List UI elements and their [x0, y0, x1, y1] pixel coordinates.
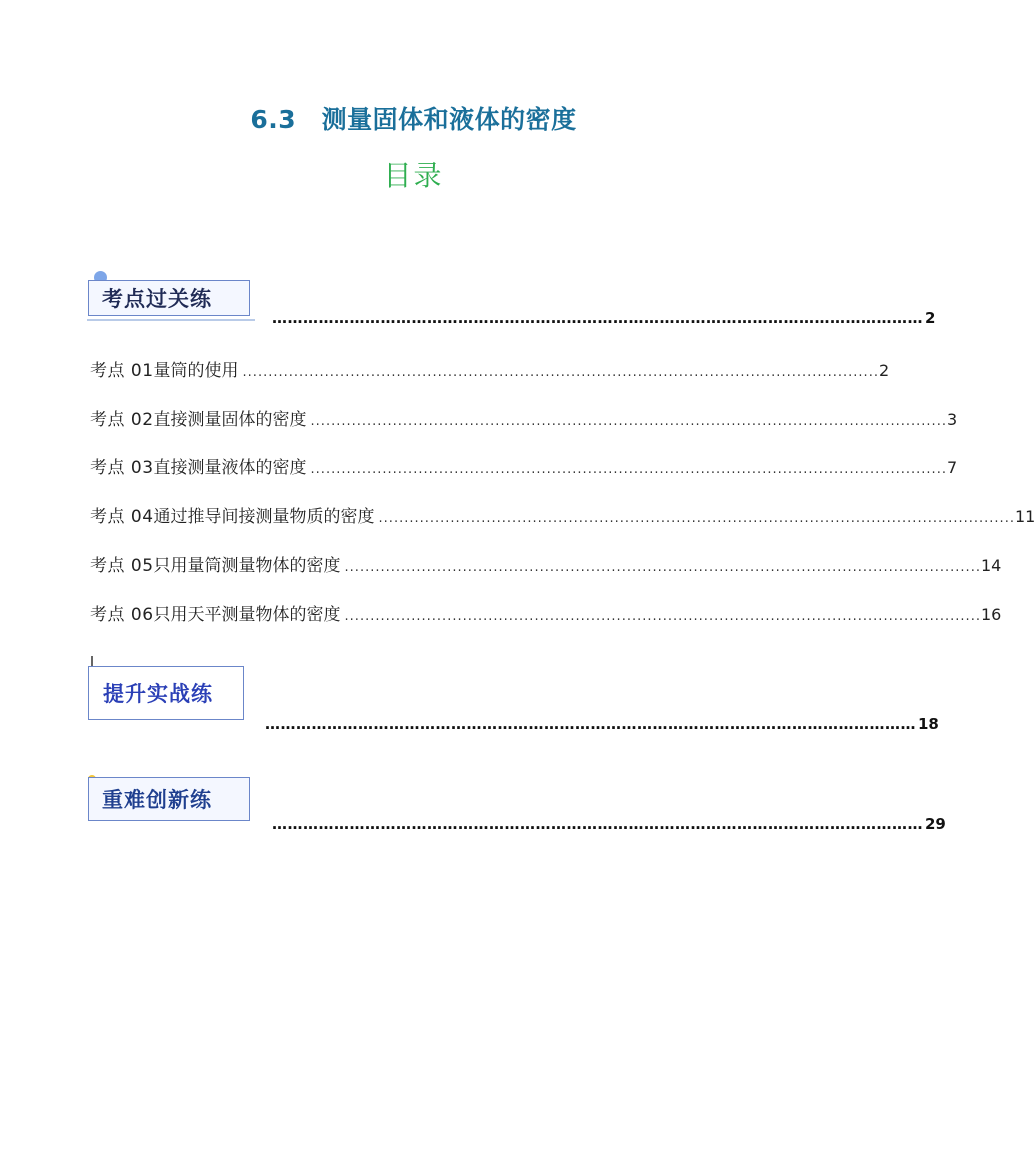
entry-title: 只用量筒测量物体的密度 [153, 556, 341, 576]
section-badge-zhongnan[interactable] [88, 777, 250, 821]
toc-heading: 目录 [383, 159, 444, 192]
entry-code: 考点 06 [90, 605, 154, 625]
dot-leader: ............................................................................................................................ [344, 560, 981, 575]
entry-code: 考点 04 [90, 507, 154, 527]
dot-leader: ............................................................................................................................ [242, 365, 879, 380]
entry-code: 考点 01 [90, 361, 154, 381]
entry-code: 考点 03 [90, 458, 154, 478]
entry-code: 考点 05 [90, 556, 154, 576]
section-badge-tisheng[interactable] [88, 666, 244, 720]
section-page-number: 2 [925, 309, 936, 327]
toc-entry[interactable] [90, 405, 958, 430]
entry-title: 量筒的使用 [153, 361, 239, 381]
section-page-number: 18 [918, 715, 939, 733]
section-badge-kaodian[interactable] [88, 280, 250, 316]
dot-leader: ............................................................................................................................ [310, 462, 947, 477]
section-leader-line[interactable] [272, 815, 946, 833]
entry-title: 只用天平测量物体的密度 [153, 605, 341, 625]
dot-leader: ……………………………………………………………………………………………………………… [272, 815, 923, 833]
section-page-number: 29 [925, 815, 946, 833]
entry-page-number: 14 [980, 556, 1002, 575]
dot-leader: ............................................................................................................................ [378, 511, 1015, 526]
dot-leader: ……………………………………………………………………………………………………………… [265, 715, 916, 733]
entry-title: 直接测量固体的密度 [153, 410, 307, 430]
page-title: 6.3 测量固体和液体的密度 [250, 105, 577, 134]
dot-leader: ……………………………………………………………………………………………………………… [272, 309, 923, 327]
section-badge-label: 重难创新练 [102, 788, 212, 812]
toc-entry[interactable] [90, 453, 958, 478]
section-leader-line[interactable] [265, 715, 939, 733]
entry-page-number: 2 [878, 361, 890, 380]
entry-page-number: 16 [980, 605, 1002, 624]
section-leader-line[interactable] [272, 309, 936, 327]
toc-entry[interactable] [90, 502, 1035, 527]
entry-code: 考点 02 [90, 410, 154, 430]
entry-page-number: 7 [946, 458, 958, 477]
entry-page-number: 3 [946, 410, 958, 429]
dot-leader: ............................................................................................................................ [310, 414, 947, 429]
entry-page-number: 11 [1014, 507, 1035, 526]
entry-title: 通过推导间接测量物质的密度 [153, 507, 375, 527]
toc-entry[interactable] [90, 600, 1002, 625]
dot-leader: ............................................................................................................................ [344, 609, 981, 624]
section-badge-label: 考点过关练 [102, 287, 212, 311]
toc-entry[interactable] [90, 356, 890, 381]
section-badge-label: 提升实战练 [103, 682, 213, 706]
entry-title: 直接测量液体的密度 [153, 458, 307, 478]
toc-entry[interactable] [90, 551, 1002, 576]
